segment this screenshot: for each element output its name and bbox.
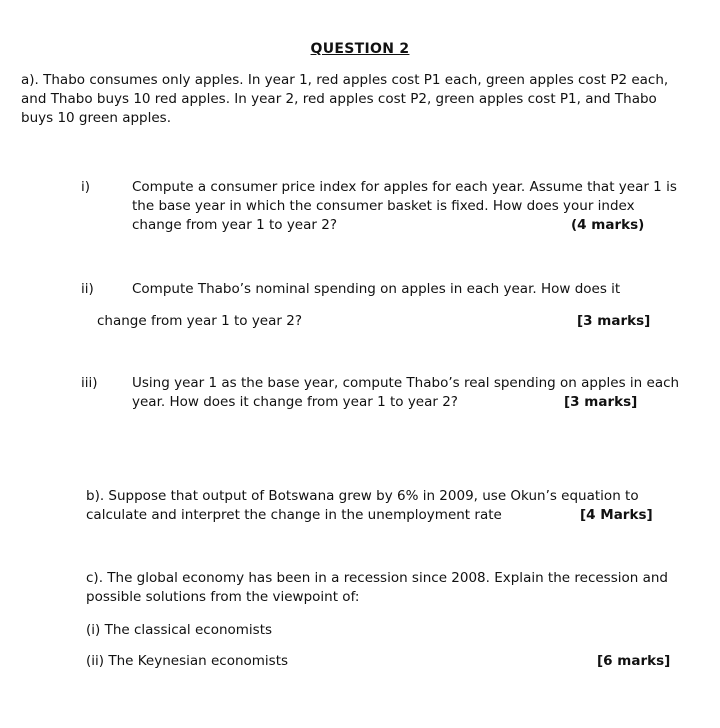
item-ii-number: ii) bbox=[81, 281, 94, 297]
part-c-marks: [6 marks] bbox=[597, 653, 671, 669]
part-b-line: calculate and interpret the change in the unemployment rate bbox=[86, 507, 502, 523]
part-a-intro bbox=[21, 71, 701, 128]
item-iii-marks: [3 marks] bbox=[564, 394, 638, 410]
question-title: QUESTION 2 bbox=[310, 41, 410, 57]
item-i-line: Compute a consumer price index for apples for each year. Assume that year 1 is bbox=[132, 179, 677, 195]
part-b-line: b). Suppose that output of Botswana grew by 6% in 2009, use Okun’s equation to bbox=[86, 488, 639, 504]
item-i-line: the base year in which the consumer basket is fixed. How does your index bbox=[132, 198, 635, 214]
part-a-intro-line: buys 10 green apples. bbox=[21, 110, 171, 126]
item-i-number: i) bbox=[81, 179, 91, 195]
item-ii-line: change from year 1 to year 2? bbox=[97, 313, 302, 329]
item-iii-number: iii) bbox=[81, 375, 98, 391]
part-c-text bbox=[86, 569, 706, 607]
item-i-line: change from year 1 to year 2? bbox=[132, 217, 337, 233]
part-c-line: c). The global economy has been in a recession since 2008. Explain the recession and bbox=[86, 570, 668, 586]
item-iii-line: Using year 1 as the base year, compute Thabo’s real spending on apples in each bbox=[132, 375, 680, 391]
part-c-option-keynesian: (ii) The Keynesian economists bbox=[86, 653, 289, 669]
item-iii-line: year. How does it change from year 1 to year 2? bbox=[132, 394, 458, 410]
item-ii-line: Compute Thabo’s nominal spending on apples in each year. How does it bbox=[132, 281, 621, 297]
part-a-intro-line: and Thabo buys 10 red apples. In year 2, red apples cost P2, green apples cost P1, and Thabo bbox=[21, 91, 657, 107]
part-b-marks: [4 Marks] bbox=[580, 507, 653, 523]
item-ii-marks: [3 marks] bbox=[577, 313, 651, 329]
part-c-option-classical: (i) The classical economists bbox=[86, 622, 273, 638]
item-i-marks: (4 marks) bbox=[571, 217, 645, 233]
part-c-line: possible solutions from the viewpoint of: bbox=[86, 589, 360, 605]
part-a-intro-line: a). Thabo consumes only apples. In year 1, red apples cost P1 each, green apples cost P2 each, bbox=[21, 72, 669, 88]
